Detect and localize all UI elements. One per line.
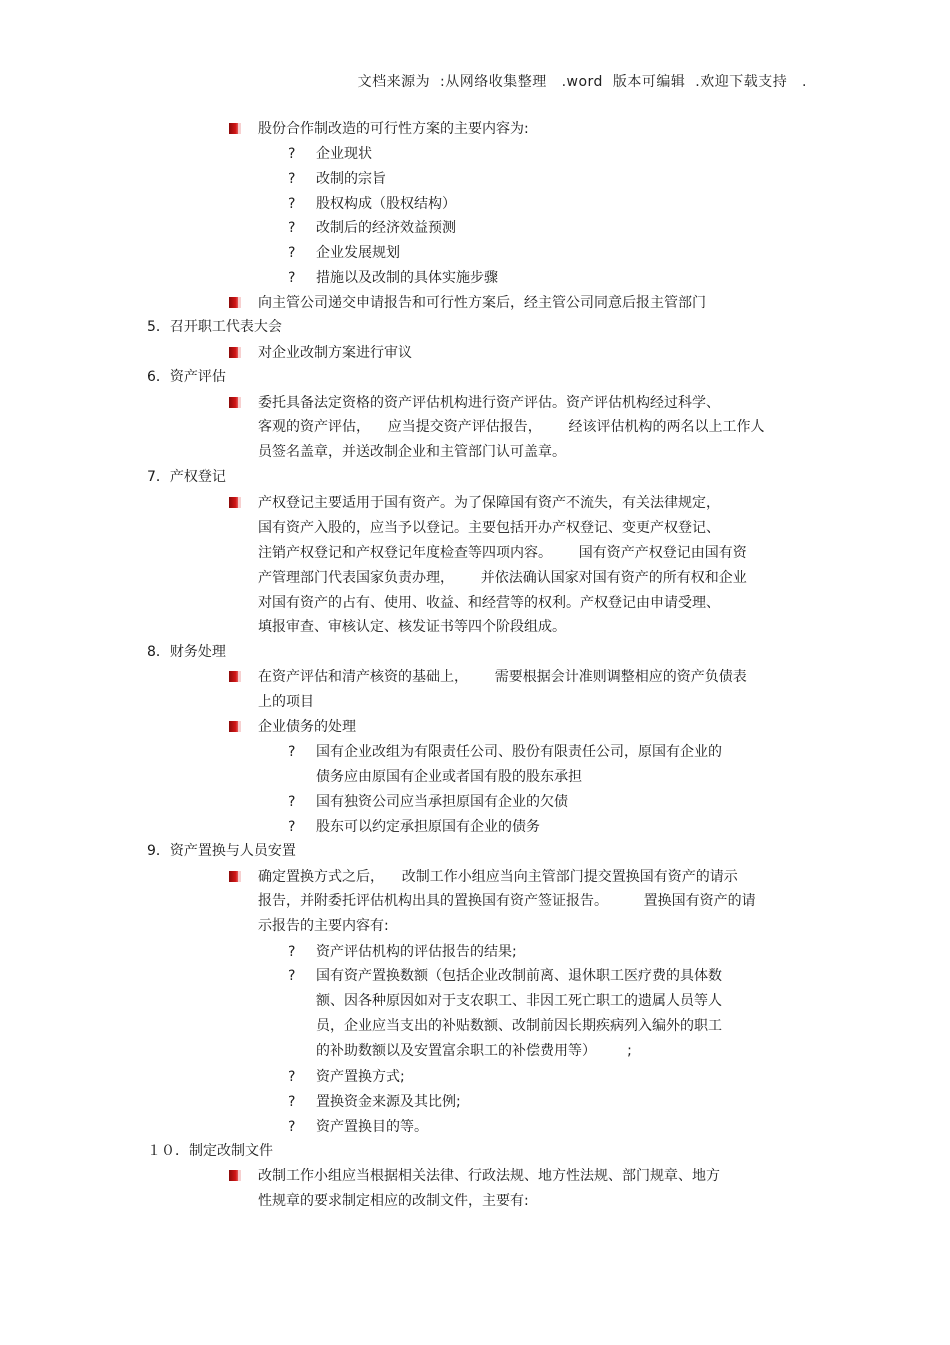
source-header: 文档来源为 :从网络收集整理 .word 版本可编辑 .欢迎下载支持 . <box>357 74 807 90</box>
paragraph-line: 客观的资产评估， 应当提交资产评估报告， 经该评估机构的两名以上工作人 <box>258 419 765 435</box>
bullet-text: 企业债务的处理 <box>258 719 356 735</box>
list-item: 企业现状 <box>316 146 372 162</box>
paragraph-line: 报告，并附委托评估机构出具的置换国有资产签证报告。 置换国有资产的请 <box>258 893 756 909</box>
question-mark-icon: ? <box>288 819 296 835</box>
list-item: 国有资产置换数额（包括企业改制前离、退休职工医疗费的具体数 <box>316 968 722 984</box>
list-item: 改制后的经济效益预测 <box>316 220 456 236</box>
bullet-icon <box>229 497 241 508</box>
section-heading: １０．制定改制文件 <box>147 1143 273 1159</box>
question-mark-icon: ? <box>288 1094 296 1110</box>
question-mark-icon: ? <box>288 744 296 760</box>
list-item: 股东可以约定承担原国有企业的债务 <box>316 819 540 835</box>
bullet-icon <box>229 347 241 358</box>
question-mark-icon: ? <box>288 171 296 187</box>
list-item: 国有独资公司应当承担原国有企业的欠债 <box>316 794 568 810</box>
list-item: 员，企业应当支出的补贴数额、改制前因长期疾病列入编外的职工 <box>316 1018 722 1034</box>
section-heading: 8．财务处理 <box>147 644 226 660</box>
list-item: 股权构成（股权结构） <box>316 196 456 212</box>
section-heading: 6．资产评估 <box>147 369 226 385</box>
paragraph-line: 性规章的要求制定相应的改制文件，主要有: <box>258 1193 529 1209</box>
paragraph-line: 上的项目 <box>258 694 314 710</box>
list-item: 额、因各种原因如对于支农职工、非因工死亡职工的遗属人员等人 <box>316 993 722 1009</box>
paragraph-line: 对国有资产的占有、使用、收益、和经营等的权利。产权登记由申请受理、 <box>258 595 720 611</box>
list-item: 置换资金来源及其比例; <box>316 1094 461 1110</box>
list-item: 资产置换目的等。 <box>316 1119 428 1135</box>
question-mark-icon: ? <box>288 794 296 810</box>
bullet-text: 对企业改制方案进行审议 <box>258 345 412 361</box>
paragraph-line: 填报审查、审核认定、核发证书等四个阶段组成。 <box>258 619 566 635</box>
question-mark-icon: ? <box>288 944 296 960</box>
bullet-icon <box>229 123 241 134</box>
list-item: 改制的宗旨 <box>316 171 386 187</box>
question-mark-icon: ? <box>288 968 296 984</box>
bullet-icon <box>229 297 241 308</box>
list-item: 的补助数额以及安置富余职工的补偿费用等） ; <box>316 1043 632 1059</box>
bullet-icon <box>229 721 241 732</box>
list-item: 债务应由原国有企业或者国有股的股东承担 <box>316 769 582 785</box>
paragraph-line: 委托具备法定资格的资产评估机构进行资产评估。资产评估机构经过科学、 <box>258 395 720 411</box>
section-heading: 5．召开职工代表大会 <box>147 319 282 335</box>
list-item: 资产评估机构的评估报告的结果; <box>316 944 517 960</box>
list-item: 措施以及改制的具体实施步骤 <box>316 270 498 286</box>
list-item: 资产置换方式; <box>316 1069 405 1085</box>
question-mark-icon: ? <box>288 146 296 162</box>
paragraph-line: 国有资产入股的，应当予以登记。主要包括开办产权登记、变更产权登记、 <box>258 520 720 536</box>
question-mark-icon: ? <box>288 1119 296 1135</box>
paragraph-line: 改制工作小组应当根据相关法律、行政法规、地方性法规、部门规章、地方 <box>258 1168 720 1184</box>
question-mark-icon: ? <box>288 220 296 236</box>
list-item: 国有企业改组为有限责任公司、股份有限责任公司，原国有企业的 <box>316 744 722 760</box>
bullet-text: 向主管公司递交申请报告和可行性方案后，经主管公司同意后报主管部门 <box>258 295 706 311</box>
question-mark-icon: ? <box>288 1069 296 1085</box>
paragraph-line: 注销产权登记和产权登记年度检查等四项内容。 国有资产产权登记由国有资 <box>258 545 747 561</box>
bullet-text: 股份合作制改造的可行性方案的主要内容为: <box>258 121 529 137</box>
bullet-icon <box>229 671 241 682</box>
question-mark-icon: ? <box>288 196 296 212</box>
paragraph-line: 产权登记主要适用于国有资产。为了保障国有资产不流失，有关法律规定， <box>258 495 720 511</box>
bullet-icon <box>229 397 241 408</box>
list-item: 企业发展规划 <box>316 245 400 261</box>
section-heading: 7．产权登记 <box>147 469 226 485</box>
section-heading: 9．资产置换与人员安置 <box>147 843 296 859</box>
paragraph-line: 产管理部门代表国家负责办理， 并依法确认国家对国有资产的所有权和企业 <box>258 570 747 586</box>
question-mark-icon: ? <box>288 245 296 261</box>
paragraph-line: 在资产评估和清产核资的基础上， 需要根据会计准则调整相应的资产负债表 <box>258 669 747 685</box>
bullet-icon <box>229 871 241 882</box>
paragraph-line: 确定置换方式之后， 改制工作小组应当向主管部门提交置换国有资产的请示 <box>258 869 738 885</box>
paragraph-line: 示报告的主要内容有: <box>258 918 389 934</box>
bullet-icon <box>229 1170 241 1181</box>
question-mark-icon: ? <box>288 270 296 286</box>
paragraph-line: 员签名盖章，并送改制企业和主管部门认可盖章。 <box>258 444 566 460</box>
